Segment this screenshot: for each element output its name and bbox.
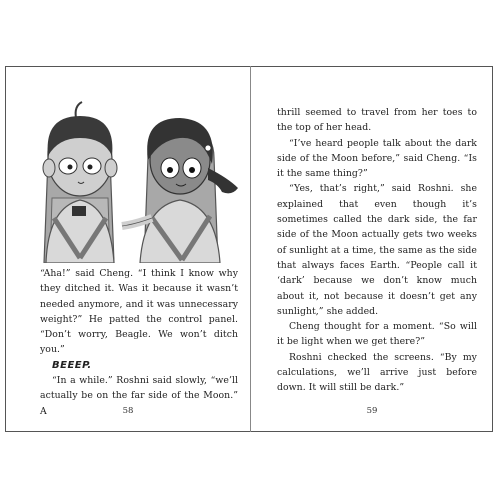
page-number: 58 (122, 406, 134, 416)
paragraph: “In a while.” Roshni said slowly, “we’ll actually be on the far side of the Moon.” A (40, 375, 238, 417)
sound-effect: BEEEP. (52, 359, 92, 371)
paragraph: Roshni checked the screens. “By my calculations, we’ll arrive just before down. It will still be dark.” (277, 351, 477, 394)
astronauts-illustration (18, 88, 248, 263)
left-page-text (40, 266, 238, 419)
paragraph: “Aha!” said Cheng. “I think I know why they ditched it. Was it because it wasn’t needed anymore, and it was unnecessary weight?” He patted the control panel. “Don’t worry, Beagle. We won’t ditch you.” (40, 268, 238, 356)
left-page (6, 66, 250, 432)
right-page (251, 66, 493, 432)
paragraph: “I’ve heard people talk about the dark side of the Moon before,” said Cheng. “Is it the same thing?” (277, 137, 477, 180)
paragraph: thrill seemed to travel from her toes to the top of her head. (277, 107, 477, 134)
right-page-text (277, 105, 477, 396)
page-number: 59 (366, 406, 378, 416)
paragraph: Cheng thought for a moment. “So will it be light when we get there?” (277, 321, 477, 348)
paragraph: “Yes, that’s right,” said Roshni. she explained that even though it’s sometimes called the dark side, the far side of the Moon actually gets two weeks of sunlight at a time, the same as the side that always faces Earth. “People call it ‘dark’ because we don’t know much about it, not because it doesn’t get any sunlight,” she added. (277, 183, 477, 317)
